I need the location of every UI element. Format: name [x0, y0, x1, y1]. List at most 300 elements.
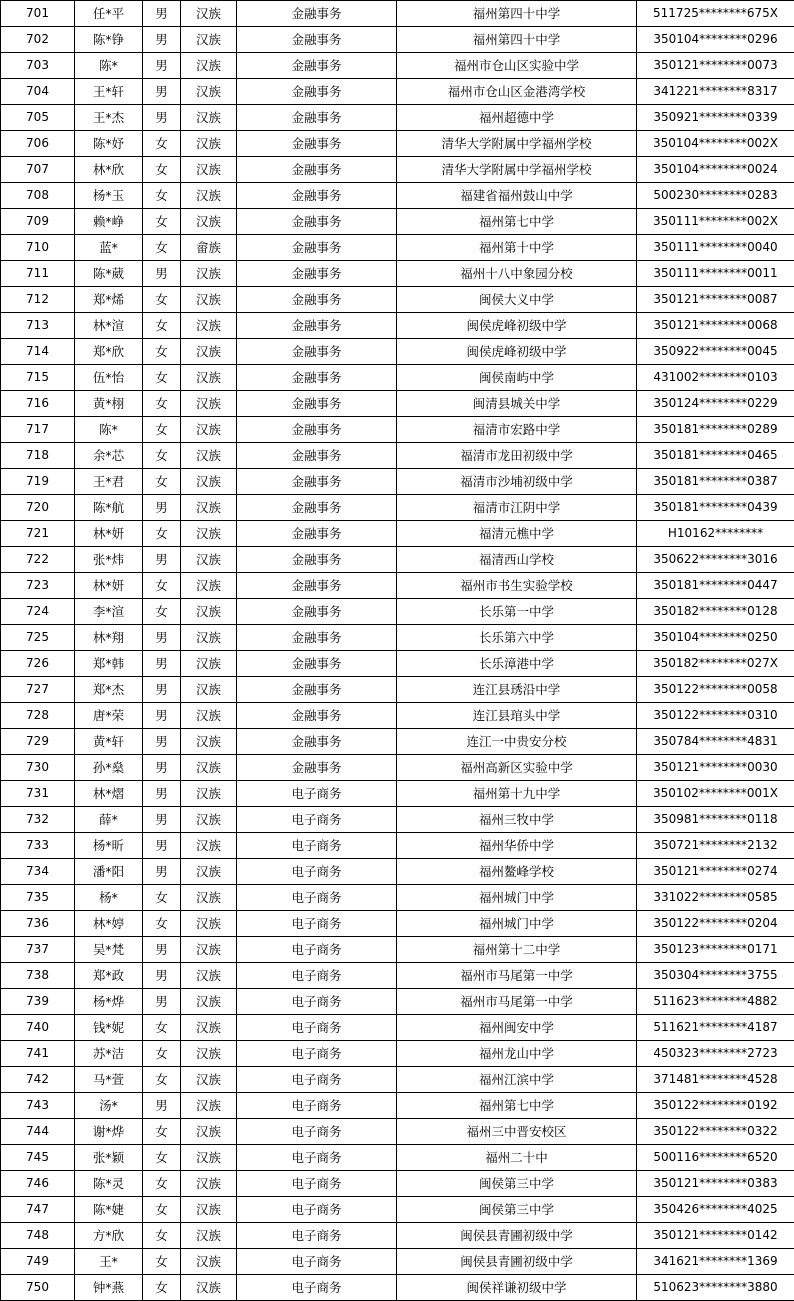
student-name-cell: 方*欣 — [75, 1223, 143, 1249]
major-cell: 金融事务 — [237, 313, 397, 339]
graduated-school-cell: 闽侯县青圃初级中学 — [397, 1249, 637, 1275]
student-name-cell: 余*芯 — [75, 443, 143, 469]
id-number-cell: 350181********0439 — [637, 495, 794, 521]
ethnicity-cell: 汉族 — [181, 1171, 237, 1197]
gender-cell: 女 — [143, 573, 181, 599]
row-number-cell: 717 — [1, 417, 75, 443]
ethnicity-cell: 汉族 — [181, 1249, 237, 1275]
major-cell: 金融事务 — [237, 677, 397, 703]
id-number-cell: 350104********002X — [637, 131, 794, 157]
id-number-cell: 511621********4187 — [637, 1015, 794, 1041]
major-cell: 电子商务 — [237, 1067, 397, 1093]
graduated-school-cell: 福州华侨中学 — [397, 833, 637, 859]
gender-cell: 女 — [143, 1041, 181, 1067]
student-name-cell: 钟*燕 — [75, 1275, 143, 1301]
student-name-cell: 林*渲 — [75, 313, 143, 339]
gender-cell: 男 — [143, 1, 181, 27]
ethnicity-cell: 汉族 — [181, 703, 237, 729]
graduated-school-cell: 闽侯大义中学 — [397, 287, 637, 313]
table-row — [1, 547, 794, 573]
ethnicity-cell: 汉族 — [181, 1145, 237, 1171]
row-number-cell: 732 — [1, 807, 75, 833]
student-name-cell: 孙*燊 — [75, 755, 143, 781]
graduated-school-cell: 福州城门中学 — [397, 885, 637, 911]
table-row — [1, 209, 794, 235]
student-name-cell: 张*颖 — [75, 1145, 143, 1171]
gender-cell: 男 — [143, 651, 181, 677]
gender-cell: 女 — [143, 391, 181, 417]
table-row — [1, 365, 794, 391]
row-number-cell: 709 — [1, 209, 75, 235]
major-cell: 金融事务 — [237, 105, 397, 131]
gender-cell: 女 — [143, 1067, 181, 1093]
row-number-cell: 710 — [1, 235, 75, 261]
row-number-cell: 708 — [1, 183, 75, 209]
row-number-cell: 746 — [1, 1171, 75, 1197]
student-name-cell: 林*欣 — [75, 157, 143, 183]
ethnicity-cell: 汉族 — [181, 937, 237, 963]
id-number-cell: 350111********0040 — [637, 235, 794, 261]
id-number-cell: 450323********2723 — [637, 1041, 794, 1067]
gender-cell: 女 — [143, 911, 181, 937]
ethnicity-cell: 汉族 — [181, 339, 237, 365]
table-row — [1, 339, 794, 365]
gender-cell: 女 — [143, 1171, 181, 1197]
row-number-cell: 741 — [1, 1041, 75, 1067]
ethnicity-cell: 汉族 — [181, 1015, 237, 1041]
row-number-cell: 742 — [1, 1067, 75, 1093]
table-row — [1, 469, 794, 495]
ethnicity-cell: 汉族 — [181, 209, 237, 235]
table-row — [1, 807, 794, 833]
table-row — [1, 729, 794, 755]
row-number-cell: 705 — [1, 105, 75, 131]
ethnicity-cell: 汉族 — [181, 521, 237, 547]
graduated-school-cell: 福州第四十中学 — [397, 1, 637, 27]
graduated-school-cell: 福州第十中学 — [397, 235, 637, 261]
id-number-cell: 511623********4882 — [637, 989, 794, 1015]
gender-cell: 女 — [143, 1119, 181, 1145]
id-number-cell: 350121********0274 — [637, 859, 794, 885]
ethnicity-cell: 汉族 — [181, 599, 237, 625]
student-name-cell: 吴*梵 — [75, 937, 143, 963]
table-row — [1, 1197, 794, 1223]
id-number-cell: 350111********002X — [637, 209, 794, 235]
gender-cell: 女 — [143, 287, 181, 313]
table-row — [1, 937, 794, 963]
id-number-cell: 350721********2132 — [637, 833, 794, 859]
graduated-school-cell: 福州三牧中学 — [397, 807, 637, 833]
gender-cell: 女 — [143, 1275, 181, 1301]
gender-cell: 男 — [143, 729, 181, 755]
ethnicity-cell: 汉族 — [181, 313, 237, 339]
ethnicity-cell: 汉族 — [181, 183, 237, 209]
graduated-school-cell: 福州第十九中学 — [397, 781, 637, 807]
table-row — [1, 235, 794, 261]
student-name-cell: 黄*栩 — [75, 391, 143, 417]
gender-cell: 男 — [143, 937, 181, 963]
id-number-cell: 350104********0250 — [637, 625, 794, 651]
major-cell: 金融事务 — [237, 573, 397, 599]
student-name-cell: 陈*航 — [75, 495, 143, 521]
row-number-cell: 729 — [1, 729, 75, 755]
table-row — [1, 911, 794, 937]
table-row — [1, 1275, 794, 1301]
gender-cell: 男 — [143, 495, 181, 521]
id-number-cell: 350104********0024 — [637, 157, 794, 183]
student-name-cell: 蓝* — [75, 235, 143, 261]
gender-cell: 女 — [143, 183, 181, 209]
major-cell: 电子商务 — [237, 1223, 397, 1249]
major-cell: 金融事务 — [237, 469, 397, 495]
ethnicity-cell: 汉族 — [181, 469, 237, 495]
row-number-cell: 701 — [1, 1, 75, 27]
table-row — [1, 599, 794, 625]
ethnicity-cell: 汉族 — [181, 755, 237, 781]
row-number-cell: 715 — [1, 365, 75, 391]
graduated-school-cell: 福清西山学校 — [397, 547, 637, 573]
table-row — [1, 1067, 794, 1093]
graduated-school-cell: 福州高新区实验中学 — [397, 755, 637, 781]
table-row — [1, 27, 794, 53]
id-number-cell: 350921********0339 — [637, 105, 794, 131]
student-name-cell: 陈*婕 — [75, 1197, 143, 1223]
graduated-school-cell: 福州第四十中学 — [397, 27, 637, 53]
table-row — [1, 885, 794, 911]
table-row — [1, 287, 794, 313]
ethnicity-cell: 汉族 — [181, 781, 237, 807]
row-number-cell: 734 — [1, 859, 75, 885]
row-number-cell: 725 — [1, 625, 75, 651]
graduated-school-cell: 连江县琯头中学 — [397, 703, 637, 729]
row-number-cell: 728 — [1, 703, 75, 729]
ethnicity-cell: 汉族 — [181, 365, 237, 391]
row-number-cell: 726 — [1, 651, 75, 677]
graduated-school-cell: 闽侯第三中学 — [397, 1197, 637, 1223]
row-number-cell: 711 — [1, 261, 75, 287]
gender-cell: 男 — [143, 989, 181, 1015]
graduated-school-cell: 福清市龙田初级中学 — [397, 443, 637, 469]
id-number-cell: 350784********4831 — [637, 729, 794, 755]
row-number-cell: 714 — [1, 339, 75, 365]
gender-cell: 女 — [143, 1223, 181, 1249]
row-number-cell: 719 — [1, 469, 75, 495]
id-number-cell: 350181********0465 — [637, 443, 794, 469]
major-cell: 电子商务 — [237, 937, 397, 963]
row-number-cell: 739 — [1, 989, 75, 1015]
graduated-school-cell: 福州市仓山区金港湾学校 — [397, 79, 637, 105]
row-number-cell: 737 — [1, 937, 75, 963]
ethnicity-cell: 汉族 — [181, 833, 237, 859]
table-row — [1, 313, 794, 339]
graduated-school-cell: 福州第七中学 — [397, 209, 637, 235]
major-cell: 电子商务 — [237, 1249, 397, 1275]
major-cell: 电子商务 — [237, 1197, 397, 1223]
gender-cell: 男 — [143, 547, 181, 573]
student-name-cell: 陈* — [75, 53, 143, 79]
table-row — [1, 521, 794, 547]
gender-cell: 女 — [143, 885, 181, 911]
graduated-school-cell: 福州市马尾第一中学 — [397, 989, 637, 1015]
major-cell: 电子商务 — [237, 781, 397, 807]
graduated-school-cell: 福州三中晋安校区 — [397, 1119, 637, 1145]
id-number-cell: 350121********0142 — [637, 1223, 794, 1249]
student-name-cell: 王* — [75, 1249, 143, 1275]
row-number-cell: 727 — [1, 677, 75, 703]
gender-cell: 女 — [143, 1249, 181, 1275]
table-row — [1, 79, 794, 105]
major-cell: 金融事务 — [237, 625, 397, 651]
student-name-cell: 苏*洁 — [75, 1041, 143, 1067]
id-number-cell: 431002********0103 — [637, 365, 794, 391]
id-number-cell: 350122********0322 — [637, 1119, 794, 1145]
gender-cell: 男 — [143, 27, 181, 53]
id-number-cell: H10162******** — [637, 521, 794, 547]
graduated-school-cell: 闽侯县青圃初级中学 — [397, 1223, 637, 1249]
row-number-cell: 718 — [1, 443, 75, 469]
graduated-school-cell: 福州市马尾第一中学 — [397, 963, 637, 989]
table-row — [1, 261, 794, 287]
major-cell: 电子商务 — [237, 963, 397, 989]
gender-cell: 女 — [143, 209, 181, 235]
ethnicity-cell: 汉族 — [181, 963, 237, 989]
major-cell: 电子商务 — [237, 1275, 397, 1301]
student-name-cell: 汤* — [75, 1093, 143, 1119]
student-name-cell: 林*妍 — [75, 573, 143, 599]
student-name-cell: 陈*铮 — [75, 27, 143, 53]
id-number-cell: 350981********0118 — [637, 807, 794, 833]
gender-cell: 女 — [143, 469, 181, 495]
major-cell: 金融事务 — [237, 495, 397, 521]
student-name-cell: 任*平 — [75, 1, 143, 27]
table-row — [1, 1119, 794, 1145]
row-number-cell: 750 — [1, 1275, 75, 1301]
gender-cell: 女 — [143, 1197, 181, 1223]
graduated-school-cell: 闽侯第三中学 — [397, 1171, 637, 1197]
row-number-cell: 706 — [1, 131, 75, 157]
row-number-cell: 712 — [1, 287, 75, 313]
major-cell: 电子商务 — [237, 1119, 397, 1145]
row-number-cell: 749 — [1, 1249, 75, 1275]
graduated-school-cell: 福州市仓山区实验中学 — [397, 53, 637, 79]
row-number-cell: 713 — [1, 313, 75, 339]
table-row — [1, 157, 794, 183]
table-row — [1, 1041, 794, 1067]
major-cell: 电子商务 — [237, 859, 397, 885]
ethnicity-cell: 汉族 — [181, 1093, 237, 1119]
ethnicity-cell: 汉族 — [181, 443, 237, 469]
table-row — [1, 417, 794, 443]
id-number-cell: 350111********0011 — [637, 261, 794, 287]
graduated-school-cell: 福清市宏路中学 — [397, 417, 637, 443]
major-cell: 金融事务 — [237, 365, 397, 391]
row-number-cell: 736 — [1, 911, 75, 937]
gender-cell: 女 — [143, 235, 181, 261]
graduated-school-cell: 连江县琇沿中学 — [397, 677, 637, 703]
row-number-cell: 743 — [1, 1093, 75, 1119]
graduated-school-cell: 福州鳌峰学校 — [397, 859, 637, 885]
gender-cell: 男 — [143, 703, 181, 729]
ethnicity-cell: 汉族 — [181, 1275, 237, 1301]
gender-cell: 女 — [143, 599, 181, 625]
row-number-cell: 721 — [1, 521, 75, 547]
table-row — [1, 1015, 794, 1041]
id-number-cell: 350182********027X — [637, 651, 794, 677]
student-name-cell: 陈* — [75, 417, 143, 443]
student-name-cell: 伍*怡 — [75, 365, 143, 391]
gender-cell: 男 — [143, 833, 181, 859]
row-number-cell: 744 — [1, 1119, 75, 1145]
id-number-cell: 350922********0045 — [637, 339, 794, 365]
graduated-school-cell: 福州城门中学 — [397, 911, 637, 937]
graduated-school-cell: 福清元樵中学 — [397, 521, 637, 547]
graduated-school-cell: 闽侯虎峰初级中学 — [397, 339, 637, 365]
ethnicity-cell: 汉族 — [181, 1, 237, 27]
ethnicity-cell: 汉族 — [181, 287, 237, 313]
ethnicity-cell: 汉族 — [181, 989, 237, 1015]
major-cell: 电子商务 — [237, 911, 397, 937]
student-name-cell: 王*杰 — [75, 105, 143, 131]
gender-cell: 男 — [143, 105, 181, 131]
id-number-cell: 350122********0310 — [637, 703, 794, 729]
table-row — [1, 963, 794, 989]
id-number-cell: 371481********4528 — [637, 1067, 794, 1093]
id-number-cell: 350122********0058 — [637, 677, 794, 703]
row-number-cell: 745 — [1, 1145, 75, 1171]
row-number-cell: 738 — [1, 963, 75, 989]
major-cell: 金融事务 — [237, 391, 397, 417]
student-name-cell: 王*轩 — [75, 79, 143, 105]
major-cell: 金融事务 — [237, 443, 397, 469]
id-number-cell: 350426********4025 — [637, 1197, 794, 1223]
ethnicity-cell: 汉族 — [181, 105, 237, 131]
student-name-cell: 郑*杰 — [75, 677, 143, 703]
id-number-cell: 350102********001X — [637, 781, 794, 807]
gender-cell: 女 — [143, 313, 181, 339]
gender-cell: 女 — [143, 1015, 181, 1041]
gender-cell: 男 — [143, 625, 181, 651]
student-name-cell: 钱*妮 — [75, 1015, 143, 1041]
student-name-cell: 陈*灵 — [75, 1171, 143, 1197]
graduated-school-cell: 福州第七中学 — [397, 1093, 637, 1119]
id-number-cell: 500116********6520 — [637, 1145, 794, 1171]
ethnicity-cell: 汉族 — [181, 911, 237, 937]
row-number-cell: 724 — [1, 599, 75, 625]
major-cell: 电子商务 — [237, 1171, 397, 1197]
gender-cell: 男 — [143, 261, 181, 287]
table-row — [1, 989, 794, 1015]
ethnicity-cell: 汉族 — [181, 625, 237, 651]
id-number-cell: 350121********0087 — [637, 287, 794, 313]
major-cell: 金融事务 — [237, 547, 397, 573]
student-name-cell: 林*妍 — [75, 521, 143, 547]
student-name-cell: 谢*烨 — [75, 1119, 143, 1145]
table-row — [1, 391, 794, 417]
id-number-cell: 341621********1369 — [637, 1249, 794, 1275]
gender-cell: 女 — [143, 157, 181, 183]
table-row — [1, 859, 794, 885]
major-cell: 金融事务 — [237, 287, 397, 313]
ethnicity-cell: 汉族 — [181, 1119, 237, 1145]
id-number-cell: 350104********0296 — [637, 27, 794, 53]
table-row — [1, 625, 794, 651]
graduated-school-cell: 福州龙山中学 — [397, 1041, 637, 1067]
student-name-cell: 郑*烯 — [75, 287, 143, 313]
gender-cell: 女 — [143, 339, 181, 365]
row-number-cell: 704 — [1, 79, 75, 105]
ethnicity-cell: 汉族 — [181, 859, 237, 885]
major-cell: 电子商务 — [237, 1093, 397, 1119]
id-number-cell: 331022********0585 — [637, 885, 794, 911]
major-cell: 金融事务 — [237, 521, 397, 547]
major-cell: 金融事务 — [237, 703, 397, 729]
table-row — [1, 755, 794, 781]
table-row — [1, 781, 794, 807]
ethnicity-cell: 汉族 — [181, 79, 237, 105]
table-row — [1, 1249, 794, 1275]
major-cell: 金融事务 — [237, 235, 397, 261]
graduated-school-cell: 闽侯南屿中学 — [397, 365, 637, 391]
row-number-cell: 716 — [1, 391, 75, 417]
ethnicity-cell: 汉族 — [181, 573, 237, 599]
gender-cell: 女 — [143, 417, 181, 443]
row-number-cell: 733 — [1, 833, 75, 859]
ethnicity-cell: 汉族 — [181, 807, 237, 833]
ethnicity-cell: 汉族 — [181, 27, 237, 53]
major-cell: 电子商务 — [237, 807, 397, 833]
graduated-school-cell: 闽清县城关中学 — [397, 391, 637, 417]
row-number-cell: 730 — [1, 755, 75, 781]
student-name-cell: 杨*烨 — [75, 989, 143, 1015]
student-name-cell: 林*婷 — [75, 911, 143, 937]
graduated-school-cell: 福州闽安中学 — [397, 1015, 637, 1041]
student-name-cell: 郑*韩 — [75, 651, 143, 677]
graduated-school-cell: 福州第十二中学 — [397, 937, 637, 963]
table-row — [1, 1171, 794, 1197]
student-name-cell: 王*君 — [75, 469, 143, 495]
row-number-cell: 748 — [1, 1223, 75, 1249]
table-row — [1, 183, 794, 209]
major-cell: 金融事务 — [237, 183, 397, 209]
table-row — [1, 573, 794, 599]
gender-cell: 男 — [143, 807, 181, 833]
major-cell: 金融事务 — [237, 157, 397, 183]
student-name-cell: 李*渲 — [75, 599, 143, 625]
major-cell: 金融事务 — [237, 209, 397, 235]
ethnicity-cell: 汉族 — [181, 1223, 237, 1249]
graduated-school-cell: 福清市江阴中学 — [397, 495, 637, 521]
graduated-school-cell: 福州市书生实验学校 — [397, 573, 637, 599]
id-number-cell: 350181********0289 — [637, 417, 794, 443]
ethnicity-cell: 汉族 — [181, 495, 237, 521]
ethnicity-cell: 汉族 — [181, 677, 237, 703]
graduated-school-cell: 福清市沙埔初级中学 — [397, 469, 637, 495]
gender-cell: 女 — [143, 1145, 181, 1171]
gender-cell: 男 — [143, 677, 181, 703]
major-cell: 金融事务 — [237, 339, 397, 365]
ethnicity-cell: 汉族 — [181, 157, 237, 183]
major-cell: 电子商务 — [237, 833, 397, 859]
row-number-cell: 747 — [1, 1197, 75, 1223]
ethnicity-cell: 汉族 — [181, 261, 237, 287]
ethnicity-cell: 汉族 — [181, 1197, 237, 1223]
row-number-cell: 723 — [1, 573, 75, 599]
gender-cell: 女 — [143, 131, 181, 157]
row-number-cell: 722 — [1, 547, 75, 573]
id-number-cell: 350121********0030 — [637, 755, 794, 781]
graduated-school-cell: 闽侯虎峰初级中学 — [397, 313, 637, 339]
ethnicity-cell: 汉族 — [181, 53, 237, 79]
